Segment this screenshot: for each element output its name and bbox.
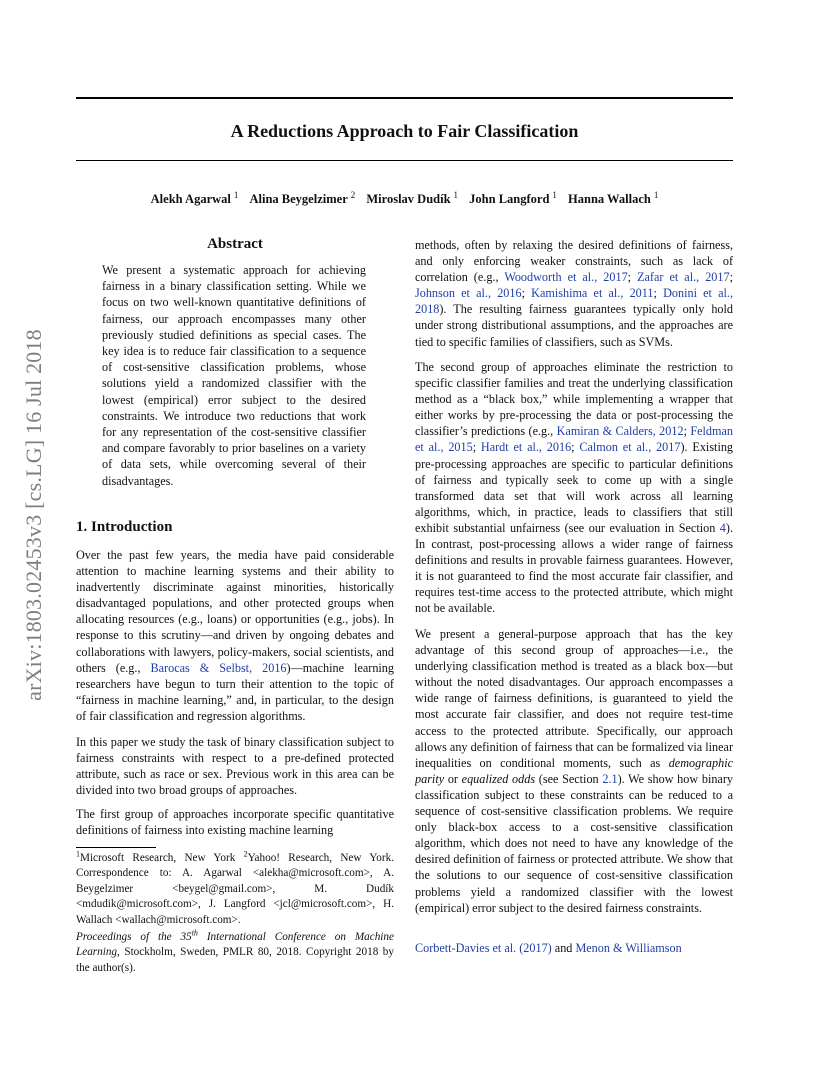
affiliation-footnote: $^1$Microsoft Research, New York $^2$Yahoo! Research, New York. Correspondence to: A. Agarwal <alekha@microsoft.com>, A. Beygelzimer <beygel@gmail.com>, M. Dudík <mdudik@microsoft.com>, J. Langford <jcl@microsoft.com>, H. Wallach <wallach@microsoft.com>. [76, 849, 394, 926]
intro-paragraph: The first group of approaches incorporate specific quantitative definitions of fairness into existing machine learning [76, 807, 394, 838]
citation-link[interactable]: Barocas & Selbst, 2016 [150, 660, 287, 675]
author: Alekh Agarwal $^1$ [150, 189, 239, 206]
author: Miroslav Dudík $^1$ [366, 189, 459, 206]
title-rule-top [76, 97, 733, 99]
body-paragraph: Corbett-Davies et al. (2017) and Menon & Williamson [415, 941, 682, 955]
arxiv-stamp-text: arXiv:1803.02453v3 [cs.LG] 16 Jul 2018 [21, 329, 46, 701]
author: John Langford $^1$ [469, 189, 557, 206]
author: Alina Beygelzimer $^2$ [249, 189, 356, 206]
citation-link[interactable]: Menon & Williamson [575, 941, 682, 955]
citation-link[interactable]: Corbett-Davies et al. (2017) [415, 941, 552, 955]
body-paragraph: The second group of approaches eliminate the restriction to specific classifier families and treat the underlying classification method as a “black box,” while implementing a wrapper that either works by pre-processing the data or post-processing the classifier’s predictions (e.g., Kamiran & Calders, 2012; Feldman et al., 2015; Hardt et al., 2016; Calmon et al., 2017). Existing pre-processing approaches are specific to particular definitions of fairness and typically seek to come up with a single transformed data set that will work across all learning algorithms, which, in practice, leads to classifiers that still exhibit substantial unfairness (see our evaluation in Section 4). In contrast, post-processing allows a wider range of fairness definitions and results in provable fairness guarantees. However, it is not guaranteed to find the most accurate fair classifier, and requires test-time access to the protected attribute, which might not be available. [415, 360, 734, 616]
citation-link[interactable]: Donini et al., 2018 [415, 286, 734, 317]
citation-link[interactable]: Calmon et al., 2017 [579, 440, 681, 455]
section-link[interactable]: 2.1 [602, 771, 618, 786]
paper-title: A Reductions Approach to Fair Classification [230, 121, 579, 141]
body-paragraph: We present a general-purpose approach that has the key advantage of this second group of approaches—i.e., the underlying classification method is treated as a black box—but without the noted disadvantages. Our approach encompasses a wide range of fairness definitions, is guaranteed to yield the most accurate fair classifier, and does not require test-time access to the protected attribute. Specifically, our approach allows any definition of fairness that can be formalized via linear inequalities on conditional moments, such as demographic parity or equalized odds (see Section 2.1). We show how binary classification subject to these constraints can be reduced to a sequence of cost-sensitive classification problems. We require only black-box access to a cost-sensitive classification algorithm, which does not need to have any knowledge of the desired definition of fairness or protected attribute. We show that the solutions to our sequence of cost-sensitive classification problems yield a randomized classifier with the lowest (empirical) error subject to the desired fairness constraints. [415, 627, 733, 915]
proceedings-note: Proceedings of the 35th International Conference on Machine Learning, Stockholm, Sweden, PMLR 80, 2018. Copyright 2018 by the author(s). [76, 928, 394, 974]
intro-paragraph: In this paper we study the task of binary classification subject to fairness constraints with respect to a pre-defined protected attribute, such as race or sex. Previous work in this area can be divided into two broad groups of approaches. [76, 735, 394, 798]
arxiv-stamp [16, 270, 52, 760]
citation-link[interactable]: Johnson et al., 2016 [415, 286, 522, 301]
body-paragraph: methods, often by relaxing the desired definitions of fairness, and only enforcing weaker constraints, such as lack of correlation (e.g., Woodworth et al., 2017; Zafar et al., 2017; Johnson et al., 2016; Kamishima et al., 2011; Donini et al., 2018). The resulting fairness guarantees typically only hold under strong distributional assumptions, and the approaches are tied to specific families of classifiers, such as SVMs. [415, 238, 734, 349]
citation-link[interactable]: Kamiran & Calders, 2012 [556, 424, 684, 439]
citation-link[interactable]: Kamishima et al., 2011 [531, 286, 654, 301]
abstract-heading: Abstract [207, 236, 263, 252]
intro-paragraph: Over the past few years, the media have paid considerable attention to machine learning systems and their ability to inadvertently discriminate against minorities, historically disadvantaged populations, and other protected groups when allocating resources (e.g., loans) or opportunities (e.g., jobs). In response to this scrutiny—and driven by ongoing debates and collaborations with lawyers, policy-makers, social scientists, and others (e.g., Barocas & Selbst, 2016)—machine learning researchers have begun to turn their attention to the topic of “fairness in machine learning,” and, in particular, to the design of fair classification and regression algorithms. [76, 548, 394, 723]
citation-link[interactable]: Feldman et al., 2015 [415, 424, 733, 455]
abstract-body: We present a systematic approach for achieving fairness in a binary classification setting. While we focus on two well-known quantitative definitions of fairness, our approach encompasses many other previously studied definitions as special cases. The key idea is to reduce fair classification to a sequence of cost-sensitive classification problems, whose solutions yield a randomized classifier with the lowest (empirical) error subject to the desired constraints. We introduce two reductions that work for any representation of the cost-sensitive classifier and compare favorably to prior baselines on a variety of data sets, while overcoming several of their disadvantages. [102, 263, 366, 488]
author-list [76, 191, 733, 207]
citation-link[interactable]: Hardt et al., 2016 [480, 440, 572, 455]
section-heading-introduction: 1. Introduction [76, 519, 173, 535]
title-rule-bottom [76, 160, 733, 161]
footnote-rule [76, 847, 156, 848]
author: Hanna Wallach $^1$ [568, 189, 659, 206]
citation-link[interactable]: Zafar et al., 2017 [637, 270, 730, 285]
section-link[interactable]: 4 [719, 520, 726, 535]
citation-link[interactable]: Woodworth et al., 2017 [504, 270, 628, 285]
